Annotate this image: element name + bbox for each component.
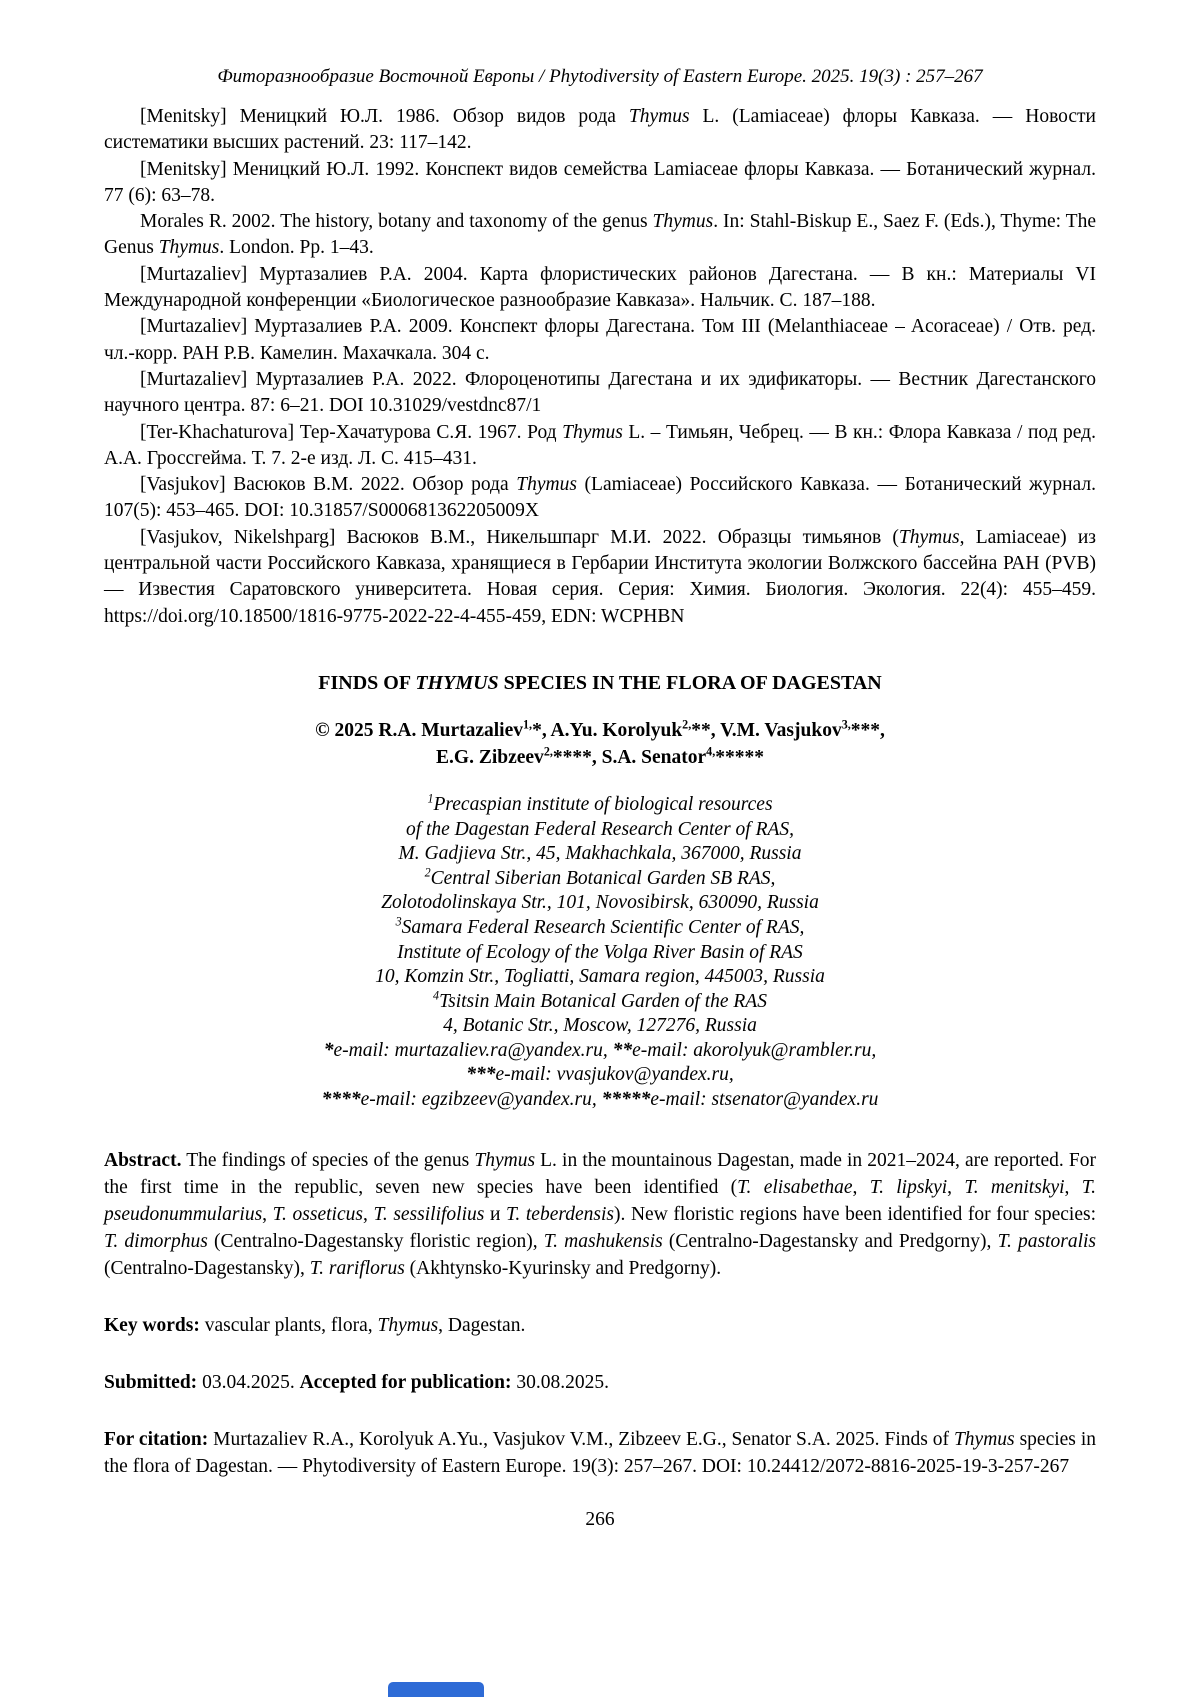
abstract-paragraph: Abstract. The findings of species of the genus Thymus L. in the mountainous Dagestan, made in 2021–2024, are reported. For the first time in the republic, seven new species have been identified (T. elisabethae, T. lipskyi, T. menitskyi, T. pseudonummularius, T. osseticus, T. sessilifolius и T. teberdensis). New floristic regions have been identified for four species: T. dimorphus (Centralno-Dagestansky floristic region), T. mashukensis (Centralno-Dagestansky and Predgorny), T. pastoralis (Centralno-Dagestansky), T. rariflorus (Akhtynsko-Kyurinsky and Predgorny). xyxy=(104,1149,1097,1279)
reference-entry: [Murtazaliev] Муртазалиев Р.А. 2022. Флороценотипы Дагестана и их эдификаторы. — Вестник Дагестанского научного центра. 87: 6–21. DOI 10.31029/vestdnc87/1 xyxy=(104,368,1096,417)
article-title: FINDS OF THYMUS SPECIES IN THE FLORA OF DAGESTAN xyxy=(318,671,882,694)
affiliation-line: $^2$Central Siberian Botanical Garden SB RAS, xyxy=(424,865,776,889)
reference-entry: [Murtazaliev] Муртазалиев Р.А. 2009. Конспект флоры Дагестана. Том III (Melanthiaceae – Acoraceae) / Отв. ред. чл.-корр. РАН Р.В. Камелин. Махачкала. 304 с. xyxy=(104,316,1096,364)
affiliation-line: $^3$Samara Federal Research Scientific Center of RAS, xyxy=(395,914,805,938)
page-number: 266 xyxy=(585,1508,615,1530)
affiliation-line: M. Gadjieva Str., 45, Makhachkala, 367000, Russia xyxy=(398,843,802,865)
keywords-line: Key words: vascular plants, flora, Thymus, Dagestan. xyxy=(104,1314,526,1336)
affiliation-line: $^4$Tsitsin Main Botanical Garden of the RAS xyxy=(433,988,767,1012)
authors-block xyxy=(104,717,1096,771)
affiliation-line: Zolotodolinskaya Str., 101, Novosibirsk, 630090, Russia xyxy=(381,892,819,914)
affiliation-line: of the Dagestan Federal Research Center of RAS, xyxy=(405,818,795,840)
authors-line: E.G. Zibzeev$^{2,}$****, S.A. Senator$^{4,}$***** xyxy=(436,744,764,768)
bottom-banner-fragment[interactable] xyxy=(388,1682,484,1697)
affiliation-line: $^1$Precaspian institute of biological resources xyxy=(427,791,773,815)
submission-dates-line: Submitted: 03.04.2025. Accepted for publication: 30.08.2025. xyxy=(104,1371,610,1393)
reference-entry: [Murtazaliev] Муртазалиев Р.А. 2004. Карта флористических районов Дагестана. — В кн.: Материалы VI Международной конференции «Биологическое разнообразие Кавказа». Нальчик. С. 187–188. xyxy=(104,263,1096,312)
references-list xyxy=(104,104,1096,630)
affiliation-line: Institute of Ecology of the Volga River Basin of RAS xyxy=(397,941,803,963)
reference-entry: [Menitsky] Меницкий Ю.Л. 1992. Конспект видов семейства Lamiaceae флоры Кавказа. — Ботанический журнал. 77 (6): 63–78. xyxy=(104,158,1096,206)
running-head: Фиторазнообразие Восточной Европы / Phytodiversity of Eastern Europe. 2025. 19(3) : 257–267 xyxy=(217,66,983,87)
email-line: ***e-mail: vvasjukov@yandex.ru, xyxy=(466,1064,734,1086)
email-line: ****e-mail: egzibzeev@yandex.ru, *****e-mail: stsenator@yandex.ru xyxy=(321,1089,879,1111)
authors-line: © 2025 R.A. Murtazaliev$^{1,}$*, A.Yu. Korolyuk$^{2,}$**, V.M. Vasjukov$^{3,}$***, xyxy=(315,717,885,741)
reference-entry: [Vasjukov] Васюков В.М. 2022. Обзор рода Thymus (Lamiaceae) Российского Кавказа. — Ботанический журнал. 107(5): 453–465. DOI: 10.31857/S000681362205009X xyxy=(104,474,1096,522)
reference-entry: [Ter-Khachaturova] Тер-Хачатурова С.Я. 1967. Род Thymus L. – Тимьян, Чебрец. — В кн.: Флора Кавказа / под ред. А.А. Гроссгейма. Т. 7. 2-е изд. Л. С. 415–431. xyxy=(104,421,1096,469)
affiliation-line: 4, Botanic Str., Moscow, 127276, Russia xyxy=(443,1015,757,1037)
citation-paragraph: For citation: Murtazaliev R.A., Korolyuk A.Yu., Vasjukov V.M., Zibzeev E.G., Senator S.A. 2025. Finds of Thymus species in the flora of Dagestan. — Phytodiversity of Eastern Europe. 19(3): 257–267. DOI: 10.24412/2072-8816-2025-19-3-257-267 xyxy=(104,1428,1096,1477)
reference-entry: [Vasjukov, Nikelshparg] Васюков В.М., Никельшпарг М.И. 2022. Образцы тимьянов (Thymus, Lamiaceae) из центральной части Российского Кавказа, хранящиеся в Гербарии Института экологии Волжского бассейна РАН (PVB) — Известия Саратовского университета. Новая серия. Серия: Химия. Биология. Экология. 22(4): 455–459. https://doi.org/10.18500/1816-9775-2022-22-4-455-459, EDN: WCPHBN xyxy=(104,526,1096,627)
affiliation-line: 10, Komzin Str., Togliatti, Samara region, 445003, Russia xyxy=(375,966,825,988)
email-line: *e-mail: murtazaliev.ra@yandex.ru, **e-mail: akorolyuk@rambler.ru, xyxy=(323,1039,877,1061)
reference-entry: Morales R. 2002. The history, botany and taxonomy of the genus Thymus. In: Stahl-Biskup E., Saez F. (Eds.), Thyme: The Genus Thymus. London. Pp. 1–43. xyxy=(104,211,1096,259)
reference-entry: [Menitsky] Меницкий Ю.Л. 1986. Обзор видов рода Thymus L. (Lamiaceae) флоры Кавказа. — Новости систематики высших растений. 23: 117–142. xyxy=(104,106,1096,154)
affiliations-block xyxy=(104,793,1096,1113)
